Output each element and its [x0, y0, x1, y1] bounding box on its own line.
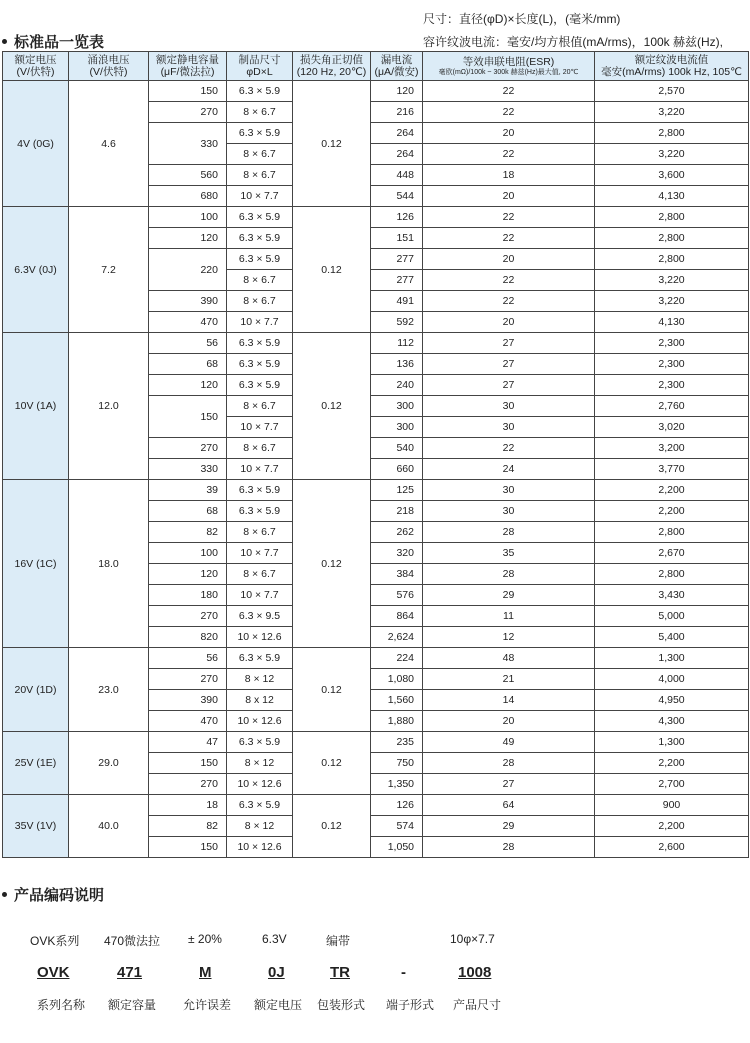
cell-esr: 27	[423, 375, 595, 396]
table-row	[3, 732, 749, 753]
cell-capacitance: 820	[149, 627, 227, 648]
header-esr: 等效串联电阻(ESR) 毫欧(mΩ)/100k ~ 300k 赫兹(Hz)最大值, 20℃	[423, 52, 595, 81]
coding-desc: 包装形式	[317, 998, 366, 1012]
cell-leakage: 540	[371, 438, 423, 459]
cell-rated-voltage: 25V (1E)	[3, 732, 69, 795]
coding-code: 471	[117, 964, 143, 981]
coding-desc: 额定电压	[254, 998, 303, 1012]
cell-ripple: 2,800	[595, 522, 749, 543]
cell-esr: 20	[423, 312, 595, 333]
cell-ripple: 2,200	[595, 816, 749, 837]
coding-label: 10φ×7.7	[450, 932, 495, 946]
cell-capacitance: 82	[149, 522, 227, 543]
cell-leakage: 235	[371, 732, 423, 753]
cell-size: 10 × 12.6	[227, 627, 293, 648]
cell-size: 8 × 6.7	[227, 438, 293, 459]
cell-esr: 22	[423, 291, 595, 312]
cell-esr: 64	[423, 795, 595, 816]
cell-size: 6.3 × 5.9	[227, 480, 293, 501]
cell-esr: 14	[423, 690, 595, 711]
cell-size: 8 × 6.7	[227, 564, 293, 585]
cell-size: 10 × 7.7	[227, 543, 293, 564]
cell-capacitance: 150	[149, 753, 227, 774]
coding-desc: 产品尺寸	[453, 998, 502, 1012]
cell-size: 10 × 12.6	[227, 837, 293, 858]
cell-size: 6.3 × 5.9	[227, 648, 293, 669]
cell-leakage: 544	[371, 186, 423, 207]
cell-esr: 29	[423, 816, 595, 837]
cell-ripple: 2,200	[595, 753, 749, 774]
cell-size: 6.3 × 5.9	[227, 501, 293, 522]
cell-tan: 0.12	[293, 207, 371, 333]
cell-capacitance: 68	[149, 354, 227, 375]
table-row	[3, 333, 749, 354]
cell-esr: 20	[423, 249, 595, 270]
cell-leakage: 218	[371, 501, 423, 522]
cell-esr: 30	[423, 417, 595, 438]
cell-size: 6.3 × 5.9	[227, 228, 293, 249]
cell-ripple: 2,600	[595, 837, 749, 858]
cell-ripple: 2,800	[595, 207, 749, 228]
coding-code: -	[401, 964, 406, 981]
coding-code: 1008	[458, 964, 492, 981]
cell-leakage: 574	[371, 816, 423, 837]
cell-size: 8 × 6.7	[227, 144, 293, 165]
cell-ripple: 3,220	[595, 291, 749, 312]
cell-size: 10 × 12.6	[227, 774, 293, 795]
cell-ripple: 4,950	[595, 690, 749, 711]
cell-ripple: 5,000	[595, 606, 749, 627]
cell-capacitance: 270	[149, 438, 227, 459]
section-title-text: 产品编码说明	[14, 887, 105, 904]
bullet-icon	[2, 39, 7, 44]
cell-esr: 22	[423, 81, 595, 102]
cell-leakage: 1,560	[371, 690, 423, 711]
cell-capacitance: 82	[149, 816, 227, 837]
coding-label: ± 20%	[188, 932, 222, 946]
cell-capacitance: 330	[149, 459, 227, 480]
cell-leakage: 576	[371, 585, 423, 606]
header-rated-voltage: 额定电压 (V/伏特)	[3, 52, 69, 81]
cell-size: 8 × 6.7	[227, 396, 293, 417]
cell-ripple: 2,200	[595, 480, 749, 501]
cell-ripple: 2,760	[595, 396, 749, 417]
cell-capacitance: 150	[149, 81, 227, 102]
cell-esr: 29	[423, 585, 595, 606]
cell-tan: 0.12	[293, 732, 371, 795]
cell-esr: 30	[423, 480, 595, 501]
cell-leakage: 264	[371, 144, 423, 165]
cell-ripple: 1,300	[595, 732, 749, 753]
cell-tan: 0.12	[293, 795, 371, 858]
cell-ripple: 3,220	[595, 102, 749, 123]
cell-size: 8 × 6.7	[227, 522, 293, 543]
cell-capacitance: 39	[149, 480, 227, 501]
cell-tan: 0.12	[293, 648, 371, 732]
cell-rated-voltage: 16V (1C)	[3, 480, 69, 648]
cell-leakage: 277	[371, 270, 423, 291]
cell-surge-voltage: 12.0	[69, 333, 149, 480]
cell-surge-voltage: 4.6	[69, 81, 149, 207]
cell-leakage: 660	[371, 459, 423, 480]
cell-size: 10 × 7.7	[227, 312, 293, 333]
cell-ripple: 2,570	[595, 81, 749, 102]
header-ripple: 额定纹波电流值 毫安(mA/rms) 100k Hz, 105℃	[595, 52, 749, 81]
coding-code: 0J	[268, 964, 285, 981]
cell-esr: 27	[423, 354, 595, 375]
coding-desc: 系列名称	[37, 998, 86, 1012]
cell-esr: 30	[423, 501, 595, 522]
cell-leakage: 112	[371, 333, 423, 354]
cell-leakage: 240	[371, 375, 423, 396]
cell-rated-voltage: 6.3V (0J)	[3, 207, 69, 333]
cell-ripple: 4,000	[595, 669, 749, 690]
cell-ripple: 2,700	[595, 774, 749, 795]
cell-leakage: 151	[371, 228, 423, 249]
cell-size: 10 × 7.7	[227, 459, 293, 480]
cell-size: 6.3 × 5.9	[227, 333, 293, 354]
cell-size: 10 × 12.6	[227, 711, 293, 732]
cell-size: 8 × 6.7	[227, 270, 293, 291]
cell-esr: 18	[423, 165, 595, 186]
cell-leakage: 264	[371, 123, 423, 144]
header-capacitance: 额定静电容量 (μF/微法拉)	[149, 52, 227, 81]
cell-capacitance: 470	[149, 312, 227, 333]
cell-capacitance: 56	[149, 333, 227, 354]
cell-ripple: 4,300	[595, 711, 749, 732]
cell-ripple: 4,130	[595, 186, 749, 207]
cell-esr: 12	[423, 627, 595, 648]
cell-surge-voltage: 29.0	[69, 732, 149, 795]
cell-capacitance: 56	[149, 648, 227, 669]
cell-esr: 28	[423, 837, 595, 858]
cell-rated-voltage: 20V (1D)	[3, 648, 69, 732]
cell-capacitance: 47	[149, 732, 227, 753]
cell-esr: 48	[423, 648, 595, 669]
cell-size: 8 × 12	[227, 669, 293, 690]
cell-leakage: 864	[371, 606, 423, 627]
cell-leakage: 262	[371, 522, 423, 543]
coding-code: TR	[330, 964, 350, 981]
coding-desc: 允许误差	[183, 998, 232, 1012]
cell-leakage: 384	[371, 564, 423, 585]
cell-leakage: 277	[371, 249, 423, 270]
cell-esr: 22	[423, 228, 595, 249]
cell-leakage: 1,350	[371, 774, 423, 795]
cell-rated-voltage: 10V (1A)	[3, 333, 69, 480]
cell-capacitance: 270	[149, 774, 227, 795]
cell-ripple: 3,020	[595, 417, 749, 438]
cell-ripple: 2,300	[595, 333, 749, 354]
cell-leakage: 1,080	[371, 669, 423, 690]
cell-capacitance: 120	[149, 375, 227, 396]
cell-leakage: 126	[371, 207, 423, 228]
cell-ripple: 3,220	[595, 144, 749, 165]
cell-esr: 24	[423, 459, 595, 480]
cell-ripple: 2,300	[595, 375, 749, 396]
cell-ripple: 3,770	[595, 459, 749, 480]
cell-esr: 21	[423, 669, 595, 690]
cell-esr: 22	[423, 102, 595, 123]
cell-esr: 30	[423, 396, 595, 417]
header-surge-voltage: 涌浪电压 (V/伏特)	[69, 52, 149, 81]
coding-label: 6.3V	[262, 932, 287, 946]
cell-capacitance: 270	[149, 669, 227, 690]
cell-esr: 22	[423, 270, 595, 291]
table-row	[3, 207, 749, 228]
cell-leakage: 216	[371, 102, 423, 123]
cell-ripple: 1,300	[595, 648, 749, 669]
cell-leakage: 224	[371, 648, 423, 669]
cell-leakage: 592	[371, 312, 423, 333]
cell-leakage: 1,050	[371, 837, 423, 858]
cell-leakage: 491	[371, 291, 423, 312]
cell-esr: 22	[423, 144, 595, 165]
cell-esr: 11	[423, 606, 595, 627]
cell-surge-voltage: 40.0	[69, 795, 149, 858]
cell-surge-voltage: 18.0	[69, 480, 149, 648]
cell-size: 10 × 7.7	[227, 417, 293, 438]
cell-size: 6.3 × 5.9	[227, 795, 293, 816]
cell-leakage: 300	[371, 417, 423, 438]
cell-esr: 22	[423, 438, 595, 459]
cell-tan: 0.12	[293, 81, 371, 207]
section-title-coding	[2, 884, 104, 905]
coding-label: OVK系列	[30, 934, 80, 948]
cell-capacitance: 390	[149, 690, 227, 711]
cell-ripple: 2,200	[595, 501, 749, 522]
cell-ripple: 2,800	[595, 123, 749, 144]
cell-size: 8 × 6.7	[227, 165, 293, 186]
cell-esr: 27	[423, 774, 595, 795]
cell-capacitance: 120	[149, 564, 227, 585]
cell-size: 8 × 6.7	[227, 102, 293, 123]
cell-size: 6.3 × 5.9	[227, 123, 293, 144]
cell-leakage: 120	[371, 81, 423, 102]
cell-ripple: 3,600	[595, 165, 749, 186]
cell-esr: 28	[423, 753, 595, 774]
cell-size: 8 x 12	[227, 690, 293, 711]
coding-code: M	[199, 964, 212, 981]
cell-capacitance: 18	[149, 795, 227, 816]
cell-leakage: 2,624	[371, 627, 423, 648]
cell-rated-voltage: 35V (1V)	[3, 795, 69, 858]
cell-size: 6.3 × 9.5	[227, 606, 293, 627]
cell-size: 6.3 × 5.9	[227, 81, 293, 102]
header-leakage: 漏电流 (μA/微安)	[371, 52, 423, 81]
cell-esr: 28	[423, 564, 595, 585]
cell-ripple: 2,670	[595, 543, 749, 564]
cell-leakage: 126	[371, 795, 423, 816]
cell-capacitance: 150	[149, 396, 227, 438]
cell-esr: 35	[423, 543, 595, 564]
coding-desc: 端子形式	[386, 998, 435, 1012]
cell-ripple: 900	[595, 795, 749, 816]
cell-ripple: 3,200	[595, 438, 749, 459]
header-tan: 损失角正切值 (120 Hz, 20℃)	[293, 52, 371, 81]
cell-capacitance: 470	[149, 711, 227, 732]
cell-capacitance: 120	[149, 228, 227, 249]
cell-esr: 49	[423, 732, 595, 753]
cell-capacitance: 220	[149, 249, 227, 291]
cell-ripple: 3,220	[595, 270, 749, 291]
cell-capacitance: 330	[149, 123, 227, 165]
cell-ripple: 2,300	[595, 354, 749, 375]
cell-esr: 28	[423, 522, 595, 543]
cell-capacitance: 560	[149, 165, 227, 186]
section-title-text: 标准品一览表	[14, 34, 105, 51]
cell-size: 6.3 × 5.9	[227, 207, 293, 228]
table-header-row	[3, 52, 749, 81]
cell-size: 8 × 6.7	[227, 291, 293, 312]
coding-label: 编带	[326, 934, 351, 948]
cell-ripple: 2,800	[595, 249, 749, 270]
cell-capacitance: 150	[149, 837, 227, 858]
cell-tan: 0.12	[293, 480, 371, 648]
coding-code: OVK	[37, 964, 70, 981]
cell-ripple: 3,430	[595, 585, 749, 606]
cell-capacitance: 180	[149, 585, 227, 606]
cell-ripple: 5,400	[595, 627, 749, 648]
cell-esr: 20	[423, 123, 595, 144]
section-title-standard-list	[2, 31, 104, 52]
cell-capacitance: 100	[149, 543, 227, 564]
cell-capacitance: 390	[149, 291, 227, 312]
cell-size: 8 × 12	[227, 753, 293, 774]
cell-size: 10 × 7.7	[227, 186, 293, 207]
cell-leakage: 125	[371, 480, 423, 501]
cell-leakage: 1,880	[371, 711, 423, 732]
cell-esr: 27	[423, 333, 595, 354]
cell-rated-voltage: 4V (0G)	[3, 81, 69, 207]
table-row	[3, 480, 749, 501]
cell-size: 6.3 × 5.9	[227, 732, 293, 753]
cell-esr: 20	[423, 711, 595, 732]
cell-size: 8 × 12	[227, 816, 293, 837]
cell-esr: 20	[423, 186, 595, 207]
cell-esr: 22	[423, 207, 595, 228]
cell-leakage: 750	[371, 753, 423, 774]
cell-tan: 0.12	[293, 333, 371, 480]
cell-capacitance: 270	[149, 102, 227, 123]
cell-surge-voltage: 7.2	[69, 207, 149, 333]
coding-label: 470微法拉	[104, 934, 161, 948]
cell-ripple: 2,800	[595, 564, 749, 585]
header-size: 制品尺寸 φD×L	[227, 52, 293, 81]
cell-capacitance: 100	[149, 207, 227, 228]
table-row	[3, 81, 749, 102]
spec-table	[2, 51, 749, 858]
cell-size: 6.3 × 5.9	[227, 375, 293, 396]
cell-leakage: 300	[371, 396, 423, 417]
bullet-icon	[2, 892, 7, 897]
dimension-note: 尺寸：直径(φD)×长度(L)，(毫米/mm)	[423, 12, 621, 26]
coding-desc: 额定容量	[108, 998, 157, 1012]
cell-size: 6.3 × 5.9	[227, 249, 293, 270]
cell-size: 10 × 7.7	[227, 585, 293, 606]
cell-leakage: 136	[371, 354, 423, 375]
cell-capacitance: 680	[149, 186, 227, 207]
cell-capacitance: 68	[149, 501, 227, 522]
cell-ripple: 4,130	[595, 312, 749, 333]
cell-capacitance: 270	[149, 606, 227, 627]
cell-ripple: 2,800	[595, 228, 749, 249]
cell-surge-voltage: 23.0	[69, 648, 149, 732]
table-row	[3, 795, 749, 816]
cell-leakage: 320	[371, 543, 423, 564]
ripple-note: 容许纹波电流：毫安/均方根值(mA/rms)，100k 赫兹(Hz),	[423, 35, 724, 49]
cell-size: 6.3 × 5.9	[227, 354, 293, 375]
cell-leakage: 448	[371, 165, 423, 186]
table-row	[3, 648, 749, 669]
